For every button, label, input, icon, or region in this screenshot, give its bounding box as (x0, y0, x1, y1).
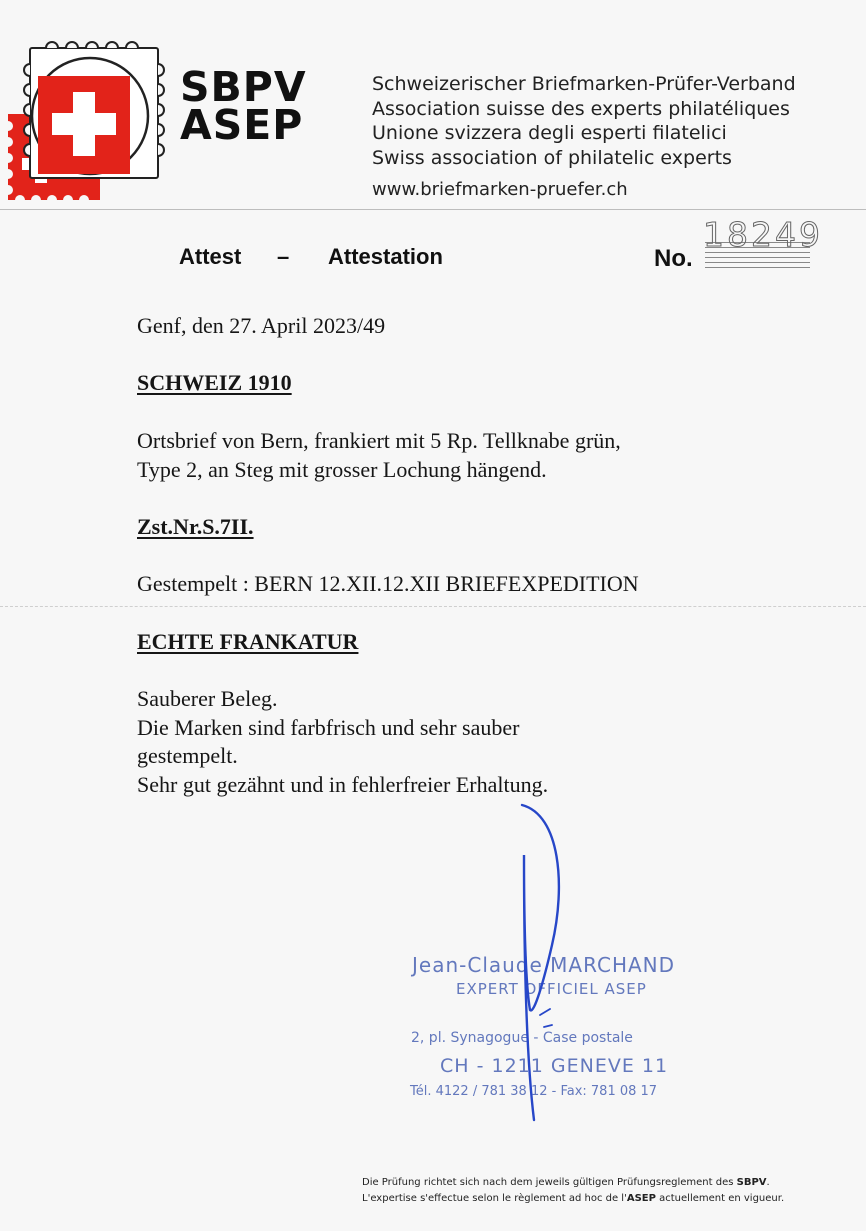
verdict-heading: ECHTE FRANKATUR (137, 629, 359, 654)
brand-asep: ASEP (180, 101, 304, 149)
attestation-label: Attestation (328, 244, 443, 269)
stamp-city: CH - 1211 GENEVE 11 (440, 1055, 669, 1077)
date-line: Genf, den 27. April 2023/49 (137, 313, 386, 338)
stamp-expert-name: Jean-Claude MARCHAND (412, 953, 676, 977)
sbpv-swiss-cross-logo (0, 18, 170, 203)
footer-line-fr: L'expertise s'effectue selon le règlement ad hoc de l'ASEP actuellement en vigueur. (362, 1193, 785, 1204)
number-label: No. (654, 245, 693, 272)
stamp-expert-role: EXPERT OFFICIEL ASEP (456, 980, 647, 998)
brand-acronyms (180, 63, 307, 149)
paper-fold-line (0, 606, 866, 607)
association-names (372, 72, 796, 170)
description-line-2: Type 2, an Steg mit grosser Lochung hängend. (137, 457, 547, 482)
condition-line-4: Sehr gut gezähnt und in fehlerfreier Erhaltung. (137, 772, 549, 797)
country-year-heading: SCHWEIZ 1910 (137, 370, 292, 395)
website-url: www.briefmarken-pruefer.ch (372, 179, 628, 200)
stamp-phone-fax: Tél. 4122 / 781 38 12 - Fax: 781 08 17 (410, 1084, 658, 1099)
association-name-de: Schweizerischer Briefmarken-Prüfer-Verband (372, 73, 796, 95)
cancellation-line: Gestempelt : BERN 12.XII.12.XII BRIEFEXPEDITION (137, 571, 639, 596)
footer-legal-note (362, 1175, 784, 1207)
condition-line-1: Sauberer Beleg. (137, 686, 278, 711)
footer-line-de: Die Prüfung richtet sich nach dem jeweils gültigen Prüfungsreglement des SBPV. (362, 1177, 770, 1188)
association-name-it: Unione svizzera degli esperti filatelici (372, 122, 727, 144)
association-name-en: Swiss association of philatelic experts (372, 146, 732, 169)
condition-line-3: gestempelt. (137, 743, 238, 768)
certificate-number: 18249 (703, 215, 823, 254)
stamp-address: 2, pl. Synagogue - Case postale (411, 1030, 633, 1046)
handwritten-signature (500, 795, 580, 1125)
catalog-number: Zst.Nr.S.7II. (137, 514, 254, 539)
association-name-fr: Association suisse des experts philatéliques (372, 97, 790, 120)
description-line-1: Ortsbrief von Bern, frankiert mit 5 Rp. Tellknabe grün, (137, 428, 621, 453)
header-divider (0, 209, 866, 210)
title-dash: – (277, 244, 290, 269)
condition-line-2: Die Marken sind farbfrisch und sehr sauber (137, 715, 520, 740)
attest-label: Attest (179, 244, 242, 269)
front-stamp-icon (24, 42, 164, 178)
brand-sbpv: SBPV (180, 63, 307, 111)
